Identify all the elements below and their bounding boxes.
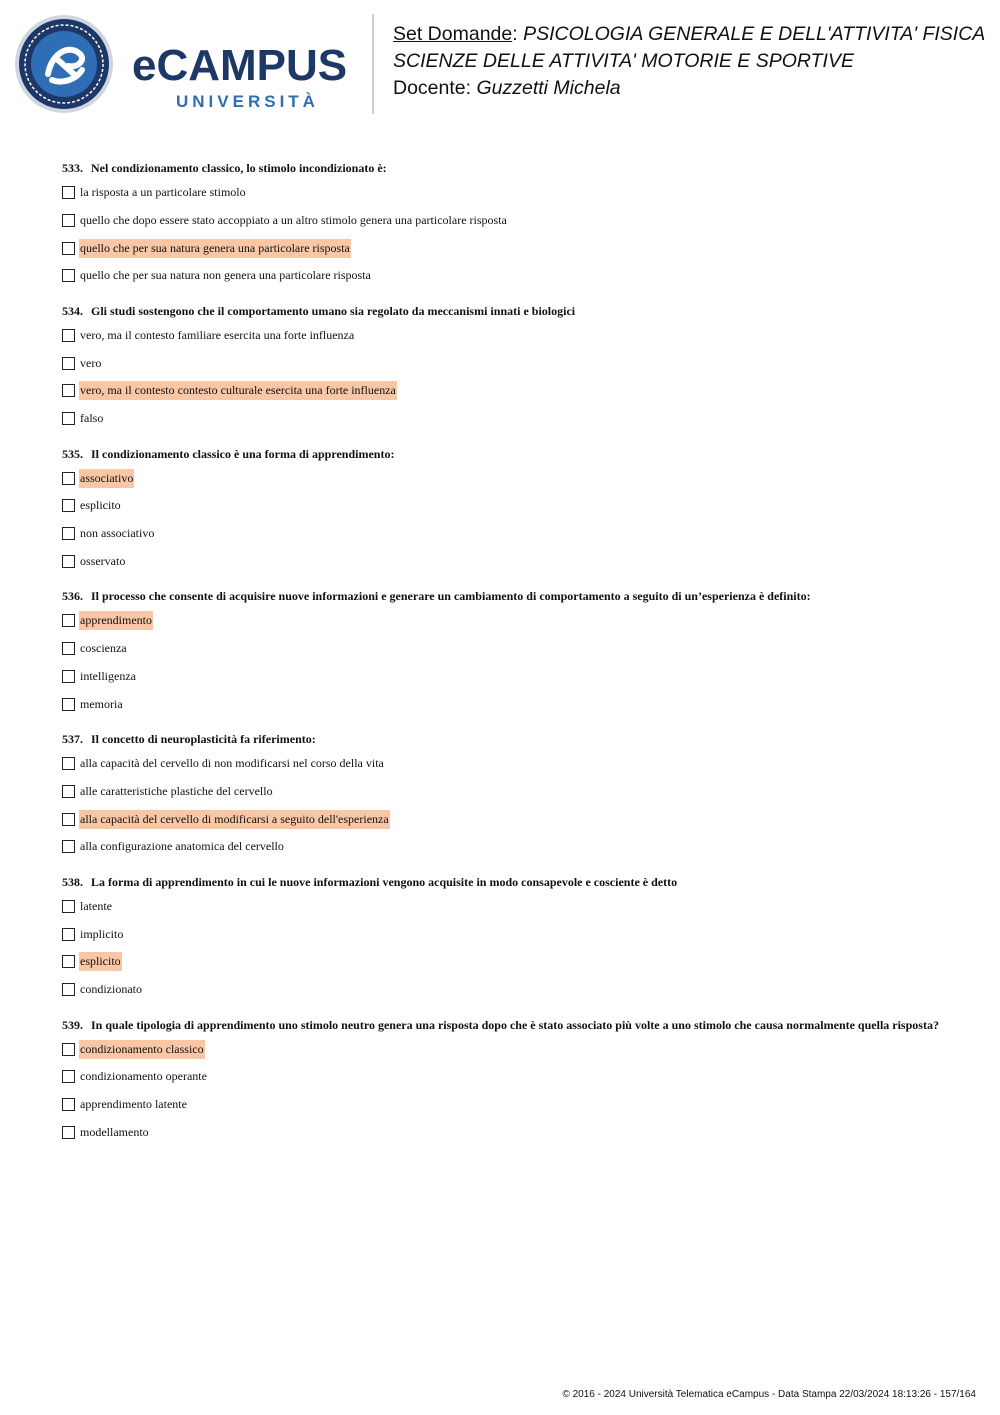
answer-option[interactable]	[62, 639, 942, 659]
answer-option[interactable]	[62, 809, 942, 829]
course-name: PSICOLOGIA GENERALE E DELL'ATTIVITA' FISICA	[523, 23, 986, 45]
question-title	[62, 876, 942, 890]
answer-checkbox[interactable]	[62, 785, 75, 798]
answer-text: memoria	[80, 696, 123, 711]
answer-text: vero	[80, 355, 102, 370]
question-text: Il concetto di neuroplasticità fa riferimento:	[91, 732, 316, 746]
answer-text: coscienza	[80, 641, 127, 655]
answer-checkbox[interactable]	[62, 900, 75, 913]
question-number: 539.	[62, 1017, 83, 1032]
page-header	[0, 0, 1000, 130]
answer-option[interactable]	[62, 409, 942, 429]
answer-checkbox[interactable]	[62, 983, 75, 996]
question-block	[62, 733, 942, 857]
answer-text: apprendimento latente	[80, 1097, 187, 1111]
answer-text: quello che dopo essere stato accoppiato a un altro stimolo genera una particolare risposta	[80, 212, 507, 227]
question-number: 537.	[62, 732, 83, 746]
answer-checkbox[interactable]	[62, 955, 75, 968]
answer-checkbox[interactable]	[62, 329, 75, 342]
question-number: 538.	[62, 874, 83, 889]
answer-text: modellamento	[80, 1124, 149, 1139]
answer-option[interactable]	[62, 952, 942, 972]
teacher-name: Guzzetti Michela	[476, 77, 621, 99]
answer-text-correct: alla capacità del cervello di modificarsi a seguito dell'esperienza	[79, 810, 390, 829]
answer-checkbox[interactable]	[62, 614, 75, 627]
answer-option[interactable]	[62, 468, 942, 488]
answer-checkbox[interactable]	[62, 1126, 75, 1139]
answer-checkbox[interactable]	[62, 384, 75, 397]
answer-option[interactable]	[62, 183, 942, 203]
answer-option[interactable]	[62, 896, 942, 916]
answer-option[interactable]	[62, 1039, 942, 1059]
course-subtitle: SCIENZE DELLE ATTIVITA' MOTORIE E SPORTIVE	[393, 50, 854, 72]
answer-text: alla capacità del cervello di non modificarsi nel corso della vita	[80, 756, 384, 770]
answer-checkbox[interactable]	[62, 269, 75, 282]
answer-text: condizionato	[80, 982, 142, 996]
question-text: Nel condizionamento classico, lo stimolo incondizionato è:	[91, 161, 387, 175]
answer-option[interactable]	[62, 924, 942, 944]
answer-option[interactable]	[62, 353, 942, 373]
question-text: Il condizionamento classico è una forma di apprendimento:	[91, 446, 395, 461]
answer-option[interactable]	[62, 754, 942, 774]
answer-text-correct: quello che per sua natura genera una particolare risposta	[79, 239, 351, 258]
answer-text: latente	[80, 898, 112, 913]
answer-option[interactable]	[62, 1067, 942, 1087]
answer-option[interactable]	[62, 238, 942, 258]
question-title	[62, 590, 942, 604]
question-text: Il processo che consente di acquisire nuove informazioni e generare un cambiamento di comportamento a seguito di un’esperienza è definito:	[91, 589, 811, 604]
answer-option[interactable]	[62, 837, 942, 857]
answer-checkbox[interactable]	[62, 1070, 75, 1083]
answer-option[interactable]	[62, 1122, 942, 1142]
answer-text: quello che per sua natura non genera una particolare risposta	[80, 268, 371, 283]
answer-checkbox[interactable]	[62, 357, 75, 370]
question-number: 536.	[62, 589, 83, 604]
question-block	[62, 1019, 942, 1143]
header-divider	[372, 14, 374, 114]
answer-text: implicito	[80, 926, 124, 941]
answer-checkbox[interactable]	[62, 813, 75, 826]
answer-checkbox[interactable]	[62, 670, 75, 683]
answer-text-correct: condizionamento classico	[79, 1040, 205, 1059]
answer-option[interactable]	[62, 266, 942, 286]
question-text: Gli studi sostengono che il comportamento umano sia regolato da meccanismi innati e biologici	[91, 303, 576, 318]
answer-text: osservato	[80, 553, 126, 568]
answer-option[interactable]	[62, 694, 942, 714]
answer-option[interactable]	[62, 611, 942, 631]
logo-wordmark: eCAMPUS	[132, 41, 348, 90]
question-block	[62, 162, 942, 286]
question-title	[62, 448, 942, 462]
answer-text: intelligenza	[80, 668, 136, 683]
question-text: In quale tipologia di apprendimento uno stimolo neutro genera una risposta dopo che è stato associato più volte a uno stimolo che causa normalmente quella risposta?	[91, 1017, 939, 1032]
answer-text-correct: vero, ma il contesto contesto culturale esercita una forte influenza	[79, 381, 397, 400]
answer-text: esplicito	[80, 498, 121, 513]
question-number: 534.	[62, 303, 83, 318]
answer-option[interactable]	[62, 980, 942, 1000]
answer-checkbox[interactable]	[62, 472, 75, 485]
question-list	[62, 162, 942, 1161]
answer-checkbox[interactable]	[62, 698, 75, 711]
teacher-label: Docente:	[393, 77, 472, 99]
answer-checkbox[interactable]	[62, 928, 75, 941]
answer-text-correct: apprendimento	[79, 611, 153, 630]
answer-text-correct: associativo	[79, 469, 134, 488]
set-label: Set Domande	[393, 23, 513, 45]
page-footer: © 2016 - 2024 Università Telematica eCampus - Data Stampa 22/03/2024 18:13:26 - 157/164	[562, 1389, 976, 1400]
answer-text: la risposta a un particolare stimolo	[80, 185, 246, 199]
answer-checkbox[interactable]	[62, 840, 75, 853]
answer-checkbox[interactable]	[62, 214, 75, 227]
question-block	[62, 305, 942, 429]
answer-checkbox[interactable]	[62, 1098, 75, 1111]
answer-checkbox[interactable]	[62, 412, 75, 425]
answer-option[interactable]	[62, 381, 942, 401]
answer-checkbox[interactable]	[62, 642, 75, 655]
answer-text: non associativo	[80, 526, 155, 540]
answer-option[interactable]	[62, 210, 942, 230]
question-text: La forma di apprendimento in cui le nuove informazioni vengono acquisite in modo consapevole e cosciente è detto	[91, 874, 678, 889]
answer-checkbox[interactable]	[62, 757, 75, 770]
answer-text: alle caratteristiche plastiche del cervello	[80, 783, 273, 798]
question-title	[62, 162, 942, 176]
teacher-line	[393, 75, 985, 102]
question-title	[62, 1019, 942, 1033]
answer-text: condizionamento operante	[80, 1069, 207, 1084]
answer-option[interactable]	[62, 325, 942, 345]
answer-text: alla configurazione anatomica del cervello	[80, 839, 284, 854]
answer-text: falso	[80, 411, 104, 425]
answer-option[interactable]	[62, 666, 942, 686]
question-number: 533.	[62, 161, 83, 175]
answer-checkbox[interactable]	[62, 499, 75, 512]
course-subtitle-line	[393, 48, 985, 75]
answer-checkbox[interactable]	[62, 242, 75, 255]
logo-subtext: UNIVERSITÀ	[176, 92, 319, 111]
answer-text-correct: esplicito	[79, 952, 122, 971]
ecampus-logo	[14, 14, 359, 119]
answer-option[interactable]	[62, 781, 942, 801]
question-number: 535.	[62, 446, 83, 461]
question-block	[62, 590, 942, 714]
question-title	[62, 733, 942, 747]
answer-checkbox[interactable]	[62, 527, 75, 540]
answer-checkbox[interactable]	[62, 1043, 75, 1056]
header-info	[393, 21, 985, 102]
answer-text: vero, ma il contesto familiare esercita una forte influenza	[80, 327, 355, 342]
answer-option[interactable]	[62, 524, 942, 544]
answer-option[interactable]	[62, 551, 942, 571]
question-block	[62, 448, 942, 572]
answer-option[interactable]	[62, 496, 942, 516]
answer-checkbox[interactable]	[62, 186, 75, 199]
question-title	[62, 305, 942, 319]
course-title-line: Set Domande: PSICOLOGIA GENERALE E DELL'ATTIVITA' FISICA	[393, 23, 986, 45]
question-block	[62, 876, 942, 1000]
answer-option[interactable]	[62, 1095, 942, 1115]
answer-checkbox[interactable]	[62, 555, 75, 568]
